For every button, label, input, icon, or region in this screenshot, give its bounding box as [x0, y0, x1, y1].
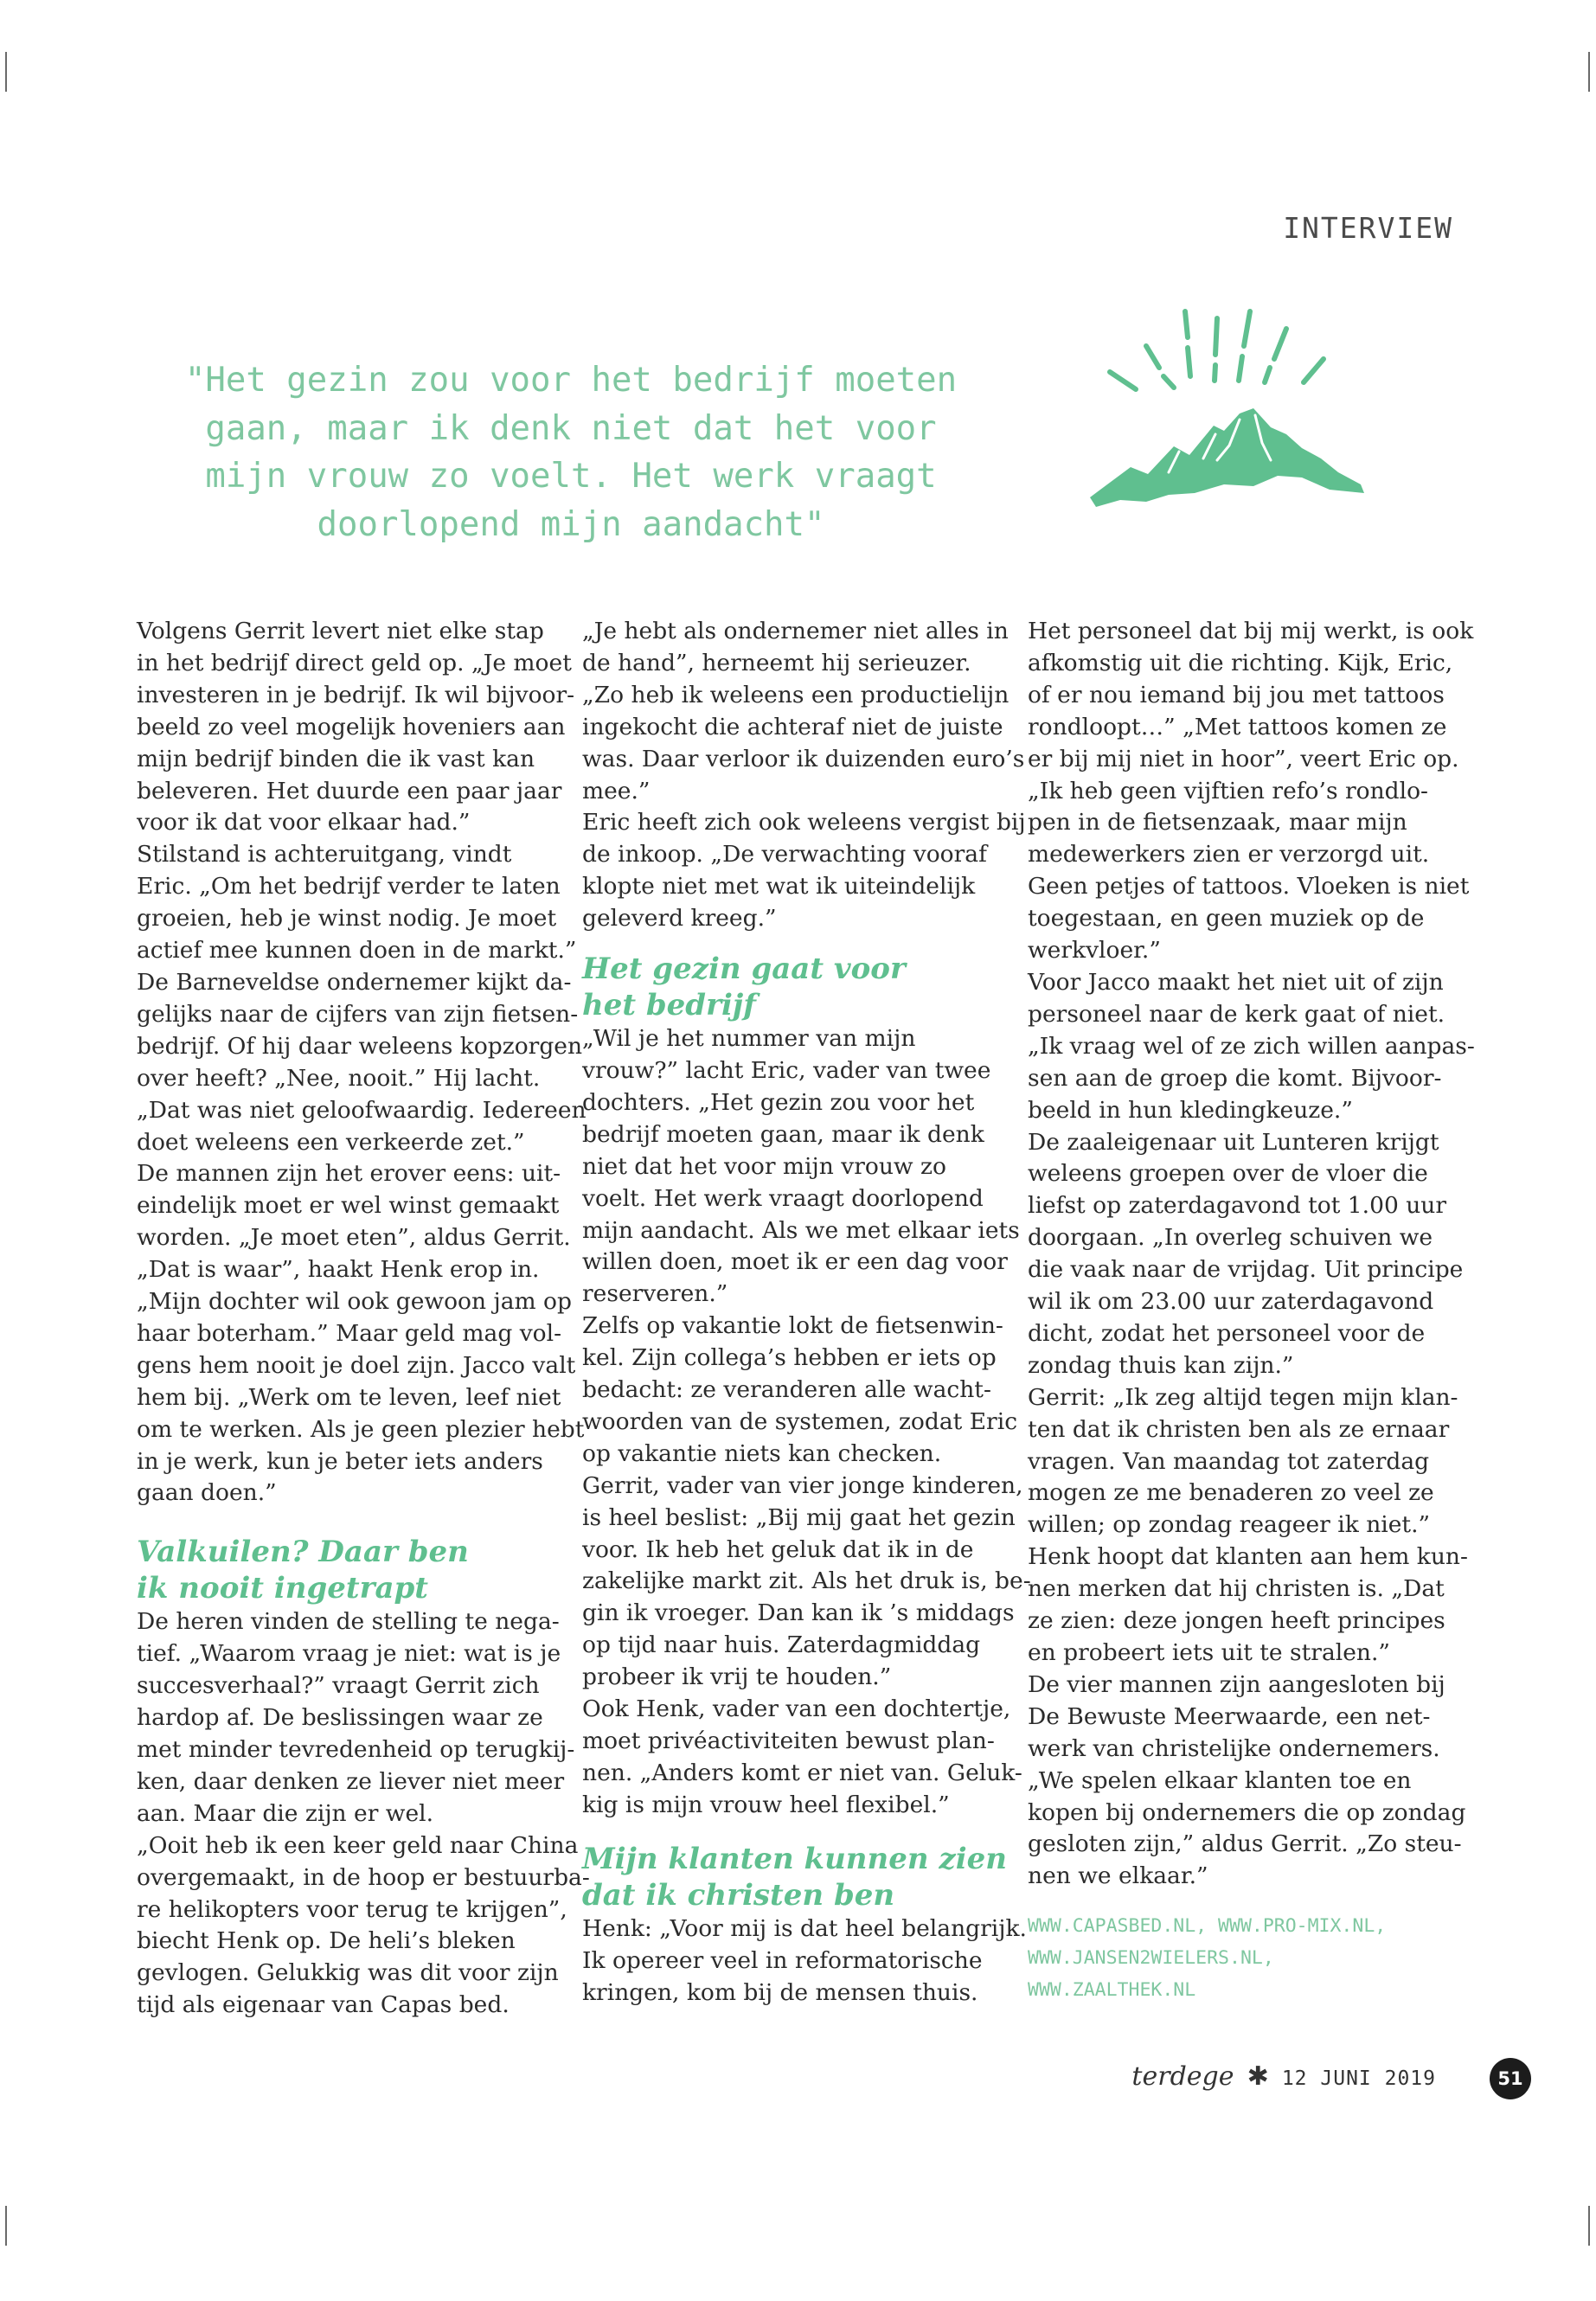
text-line: de inkoop. „De verwachting vooraf	[582, 841, 987, 868]
text-line: die vaak naar de vrijdag. Uit principe	[1028, 1256, 1464, 1284]
text-line: overgemaakt, in de hoop er bestuurba-	[137, 1863, 590, 1891]
text-line: ten dat ik christen ben als ze ernaar	[1028, 1415, 1450, 1443]
paragraph	[1028, 616, 1475, 1893]
text-line: De vier mannen zijn aangesloten bij	[1028, 1670, 1445, 1698]
column-3	[1028, 616, 1475, 2006]
text-line: beeld zo veel mogelijk hoveniers aan	[137, 713, 566, 740]
asterisk-separator-icon: ✱	[1247, 2061, 1269, 2092]
text-line: Eric heeft zich ook weleens vergist bij	[582, 809, 1026, 836]
text-line: voor. Ik heb het geluk dat ik in de	[582, 1535, 974, 1563]
text-line: doet weleens een verkeerde zet.”	[137, 1128, 525, 1156]
text-line: kig is mijn vrouw heel flexibel.”	[582, 1791, 950, 1818]
heading-line: dat ik christen ben	[582, 1877, 895, 1913]
heading-line: Het gezin gaat voor	[582, 952, 906, 987]
paragraph	[582, 1023, 1031, 1822]
text-line: klopte niet met wat ik uiteindelijk	[582, 873, 976, 901]
text-line: medewerkers zien er verzorgd uit.	[1028, 841, 1430, 868]
text-line: actief mee kunnen doen in de markt.”	[137, 937, 577, 965]
text-line: gevlogen. Gelukkig was dit voor zijn	[137, 1959, 559, 1987]
text-line: rondloopt…” „Met tattoos komen ze	[1028, 713, 1447, 740]
text-line: „Mijn dochter wil ook gewoon jam op	[137, 1288, 572, 1316]
issue-date: 12 JUNI 2019	[1281, 2067, 1436, 2090]
text-line: Volgens Gerrit levert niet elke stap	[137, 618, 544, 644]
crop-mark-bottom-left	[5, 2206, 7, 2246]
text-line: nen merken dat hij christen is. „Dat	[1028, 1575, 1445, 1603]
text-line: De Bewuste Meerwaarde, een net-	[1028, 1702, 1431, 1730]
text-line: Eric. „Om het bedrijf verder te laten	[137, 873, 561, 901]
text-line: kringen, kom bij de mensen thuis.	[582, 1978, 978, 2006]
paragraph	[137, 616, 586, 1509]
mountain-sunburst-icon	[1086, 294, 1371, 519]
pull-quote	[112, 356, 1029, 548]
text-line: toegestaan, en geen muziek op de	[1028, 905, 1425, 933]
text-line: er bij mij niet in hoor”, veert Eric op.	[1028, 745, 1459, 772]
text-line: „Ik heb geen vijftien refo’s rondlo-	[1028, 777, 1428, 804]
text-line: voelt. Het werk vraagt doorlopend	[582, 1184, 984, 1212]
text-line: „Ooit heb ik een keer geld naar China	[137, 1831, 579, 1859]
text-line: De heren vinden de stelling te nega-	[137, 1608, 560, 1636]
column-1	[137, 616, 590, 2022]
text-line: was. Daar verloor ik duizenden euro’s	[582, 745, 1025, 772]
pull-quote-line: doorlopend mijn aandacht"	[317, 504, 825, 544]
text-line: sen aan de groep die komt. Bijvoor-	[1028, 1064, 1442, 1092]
text-line: bedrijf moeten gaan, maar ik denk	[582, 1120, 984, 1148]
text-line: De Barneveldse ondernemer kijkt da-	[137, 968, 572, 996]
text-line: woorden van de systemen, zodat Eric	[582, 1407, 1018, 1435]
text-line: nen we elkaar.”	[1028, 1862, 1208, 1890]
text-line: Ook Henk, vader van een dochtertje,	[582, 1695, 1011, 1723]
text-line: probeer ik vrij te houden.”	[582, 1663, 892, 1691]
heading-line: Mijn klanten kunnen zien	[582, 1841, 1008, 1876]
subheading-valkuilen	[137, 1534, 543, 1606]
text-line: beeld in hun kledingkeuze.”	[1028, 1096, 1353, 1124]
text-line: „Dat is waar”, haakt Henk erop in.	[137, 1256, 540, 1284]
text-line: succesverhaal?” vraagt Gerrit zich	[137, 1672, 540, 1700]
text-line: „Dat was niet geloofwaardig. Iedereen	[137, 1096, 586, 1124]
text-line: of er nou iemand bij jou met tattoos	[1028, 681, 1445, 708]
website-links	[1028, 1910, 1434, 2006]
crop-mark-bottom-right	[1588, 2206, 1590, 2246]
text-line: biecht Henk op. De heli’s bleken	[137, 1927, 516, 1955]
text-line: mee.”	[582, 777, 651, 804]
text-line: gesloten zijn,” aldus Gerrit. „Zo steu-	[1028, 1830, 1462, 1858]
text-line: groeien, heb je winst nodig. Je moet	[137, 905, 557, 933]
text-line: in je werk, kun je beter iets anders	[137, 1447, 543, 1475]
text-line: kopen bij ondernemers die op zondag	[1028, 1798, 1466, 1826]
text-line: Gerrit: „Ik zeg altijd tegen mijn klan-	[1028, 1383, 1458, 1411]
text-line: met minder tevredenheid op terugkij-	[137, 1736, 575, 1763]
text-line: De mannen zijn het erover eens: uit-	[137, 1160, 561, 1188]
text-line: geleverd kreeg.”	[582, 905, 777, 933]
text-line: mijn aandacht. Als we met elkaar iets	[582, 1216, 1020, 1244]
paragraph	[582, 1913, 1027, 2009]
text-line: worden. „Je moet eten”, aldus Gerrit.	[137, 1224, 571, 1252]
text-line: pen in de fietsenzaak, maar mijn	[1028, 809, 1407, 836]
heading-line: ik nooit ingetrapt	[137, 1571, 429, 1606]
text-line: willen doen, moet ik er een dag voor	[582, 1248, 1008, 1276]
text-line: „Zo heb ik weleens een productielijn	[582, 681, 1010, 708]
text-line: gin ik vroeger. Dan kan ik ’s middags	[582, 1599, 1015, 1627]
subheading-klanten	[582, 1841, 1008, 1913]
text-line: eindelijk moet er wel winst gemaakt	[137, 1192, 560, 1220]
magazine-name: terdege	[1131, 2061, 1234, 2092]
text-line: ken, daar denken ze liever niet meer	[137, 1767, 565, 1795]
text-line: mijn bedrijf binden die ik vast kan	[137, 745, 535, 772]
text-line: afkomstig uit die richting. Kijk, Eric,	[1028, 649, 1453, 676]
crop-mark-top-left	[5, 52, 7, 92]
text-line: op tijd naar huis. Zaterdagmiddag	[582, 1631, 981, 1659]
text-line: op vakantie niets kan checken.	[582, 1439, 942, 1467]
text-line: tijd als eigenaar van Capas bed.	[137, 1991, 510, 2019]
text-line: Zelfs op vakantie lokt de fietsenwin-	[582, 1312, 1003, 1340]
text-line: willen; op zondag reageer ik niet.”	[1028, 1511, 1431, 1539]
text-line: liefst op zaterdagavond tot 1.00 uur	[1028, 1192, 1447, 1220]
text-line: gaan doen.”	[137, 1479, 277, 1507]
website-link-line[interactable]: WWW.CAPASBED.NL, WWW.PRO-MIX.NL,	[1028, 1915, 1387, 1938]
text-line: gelijks naar de cijfers van zijn fietsen-	[137, 1000, 579, 1028]
text-line: is heel beslist: „Bij mij gaat het gezin	[582, 1503, 1016, 1531]
text-line: aan. Maar die zijn er wel.	[137, 1799, 434, 1827]
text-line: zakelijke markt zit. Als het druk is, be-	[582, 1567, 1031, 1595]
section-label: INTERVIEW	[1283, 211, 1453, 245]
text-line: ze zien: deze jongen heeft principes	[1028, 1607, 1445, 1635]
text-line: Het personeel dat bij mij werkt, is ook	[1028, 618, 1474, 644]
text-line: personeel naar de kerk gaat of niet.	[1028, 1000, 1445, 1028]
text-line: bedacht: ze veranderen alle wacht-	[582, 1376, 991, 1404]
text-line: ingekocht die achteraf niet de juiste	[582, 713, 1003, 740]
paragraph	[582, 616, 1026, 935]
text-line: Gerrit, vader van vier jonge kinderen,	[582, 1471, 1023, 1499]
heading-line: Valkuilen? Daar ben	[137, 1535, 469, 1570]
text-line: tief. „Waarom vraag je niet: wat is je	[137, 1640, 561, 1668]
text-line: „We spelen elkaar klanten toe en	[1028, 1766, 1412, 1794]
text-line: Geen petjes of tattoos. Vloeken is niet	[1028, 873, 1470, 901]
text-line: vrouw?” lacht Eric, vader van twee	[582, 1056, 991, 1084]
text-line: De zaaleigenaar uit Lunteren krijgt	[1028, 1128, 1439, 1156]
text-line: Henk hoopt dat klanten aan hem kun-	[1028, 1543, 1468, 1571]
text-line: en probeert iets uit te stralen.”	[1028, 1639, 1390, 1666]
text-line: niet dat het voor mijn vrouw zo	[582, 1152, 946, 1180]
website-link-line[interactable]: WWW.JANSEN2WIELERS.NL,	[1028, 1947, 1274, 1970]
text-line: „Wil je het nummer van mijn	[582, 1025, 916, 1053]
text-line: om te werken. Als je geen plezier hebt	[137, 1415, 585, 1443]
text-line: kel. Zijn collega’s hebben er iets op	[582, 1344, 997, 1372]
text-line: gens hem nooit je doel zijn. Jacco valt	[137, 1351, 576, 1379]
pull-quote-line: "Het gezin zou voor het bedrijf moeten	[184, 361, 958, 400]
text-line: werkvloer.”	[1028, 937, 1161, 965]
text-line: reserveren.”	[582, 1280, 728, 1308]
text-line: mogen ze me benaderen zo veel ze	[1028, 1479, 1434, 1507]
text-line: weleens groepen over de vloer die	[1028, 1160, 1428, 1188]
text-line: voor ik dat voor elkaar had.”	[137, 809, 471, 836]
website-link-line[interactable]: WWW.ZAALTHEK.NL	[1028, 1979, 1196, 2002]
heading-line: het bedrijf	[582, 988, 756, 1023]
text-line: Ik opereer veel in reformatorische	[582, 1946, 983, 1974]
paragraph	[137, 1606, 590, 2022]
page-footer	[1081, 2061, 1436, 2092]
text-line: bedrijf. Of hij daar weleens kopzorgen	[137, 1032, 583, 1060]
text-line: Voor Jacco maakt het niet uit of zijn	[1028, 968, 1444, 996]
text-line: investeren in je bedrijf. Ik wil bijvoor-	[137, 681, 575, 708]
text-line: haar boterham.” Maar geld mag vol-	[137, 1319, 562, 1347]
crop-mark-top-right	[1588, 52, 1590, 92]
text-line: hardop af. De beslissingen waar ze	[137, 1704, 543, 1732]
text-line: in het bedrijf direct geld op. „Je moet	[137, 649, 572, 676]
text-line: wil ik om 23.00 uur zaterdagavond	[1028, 1288, 1434, 1316]
text-line: „Je hebt als ondernemer niet alles in	[582, 618, 1009, 644]
pull-quote-line: gaan, maar ik denk niet dat het voor	[205, 408, 937, 448]
page-number: 51	[1490, 2058, 1531, 2099]
text-line: beleveren. Het duurde een paar jaar	[137, 777, 562, 804]
text-line: zondag thuis kan zijn.”	[1028, 1351, 1294, 1379]
text-line: nen. „Anders komt er niet van. Geluk-	[582, 1759, 1022, 1786]
text-line: hem bij. „Werk om te leven, leef niet	[137, 1383, 561, 1411]
text-line: vragen. Van maandag tot zaterdag	[1028, 1447, 1430, 1475]
text-line: de hand”, herneemt hij serieuzer.	[582, 649, 971, 676]
subheading-gezin	[582, 951, 989, 1023]
text-line: dochters. „Het gezin zou voor het	[582, 1088, 975, 1116]
text-line: doorgaan. „In overleg schuiven we	[1028, 1224, 1433, 1252]
text-line: Henk: „Voor mij is dat heel belangrijk.	[582, 1914, 1027, 1942]
pull-quote-line: mijn vrouw zo voelt. Het werk vraagt	[205, 457, 937, 496]
text-line: moet privéactiviteiten bewust plan-	[582, 1727, 995, 1754]
text-line: re helikopters voor terug te krijgen”,	[137, 1895, 567, 1923]
text-line: Stilstand is achteruitgang, vindt	[137, 841, 512, 868]
text-line: over heeft? „Nee, nooit.” Hij lacht.	[137, 1064, 541, 1092]
text-line: werk van christelijke ondernemers.	[1028, 1734, 1440, 1762]
text-line: dicht, zodat het personeel voor de	[1028, 1319, 1426, 1347]
text-line: „Ik vraag wel of ze zich willen aanpas-	[1028, 1032, 1475, 1060]
column-2	[582, 616, 1031, 2009]
